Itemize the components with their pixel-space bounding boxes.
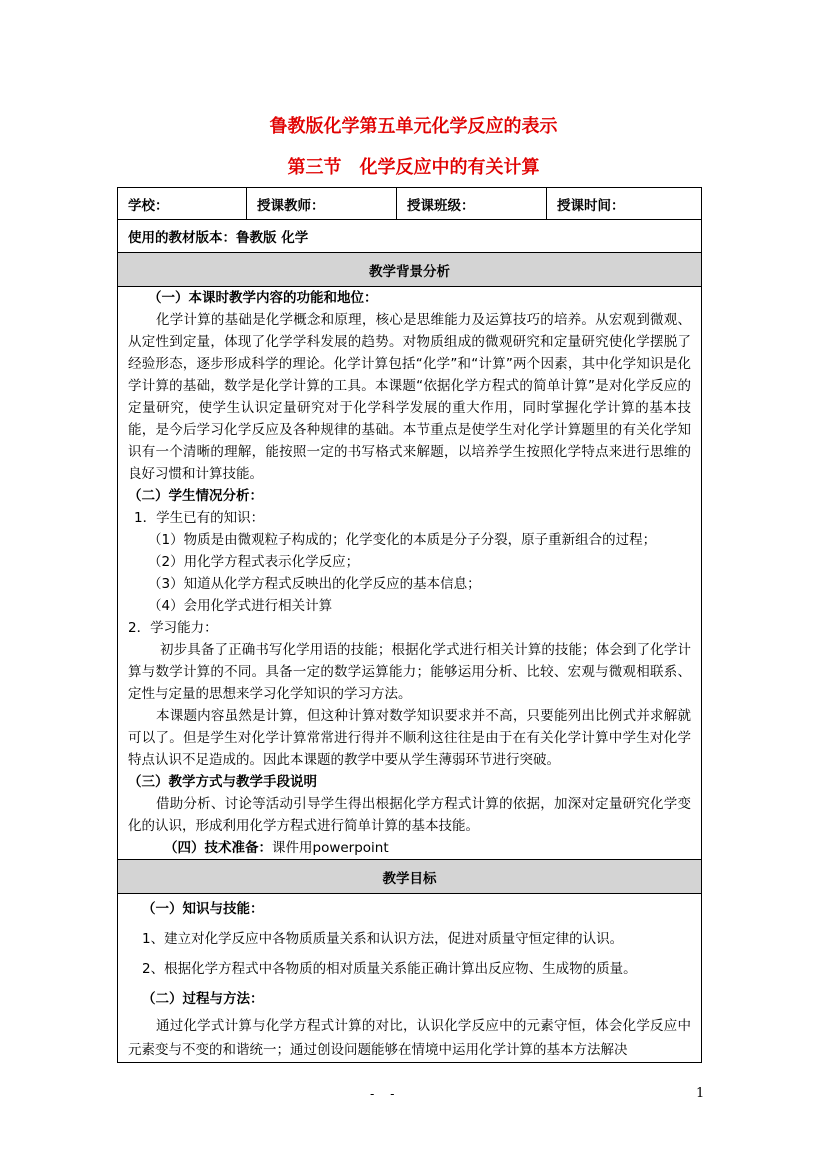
background-section-title: 教学背景分析 (118, 253, 702, 287)
tech-text: 课件用powerpoint (272, 840, 389, 856)
teacher-cell: 授课教师： (247, 188, 397, 220)
textbook-row (118, 220, 702, 253)
subheading: 1．学生已有的知识： (134, 510, 265, 526)
document-title: 鲁教版化学第五单元化学反应的表示 (269, 116, 558, 137)
goals-content-row (118, 894, 702, 1063)
goals-section-title: 教学目标 (118, 860, 702, 894)
paragraph: 通过化学式计算与化学方程式计算的对比，认识化学反应中的元素守恒，体会化学反应中元素变与不变的和谐统一；通过创设问题能够在情境中运用化学计算的基本方法解决 (128, 1018, 691, 1058)
time-cell: 授课时间： (547, 188, 702, 220)
background-content (118, 287, 702, 860)
lesson-plan-table (117, 187, 702, 1063)
textbook-version: 使用的教材版本：鲁教版 化学 (118, 220, 702, 253)
list-item: （2）用化学方程式表示化学反应； (148, 554, 360, 570)
list-item: （4）会用化学式进行相关计算 (148, 598, 333, 614)
goals-header-row (118, 860, 702, 894)
paragraph: 初步具备了正确书写化学用语的技能；根据化学式进行相关计算的技能；体会到了化学计算与数学计算的不同。具备一定的数学运算能力；能够运用分析、比较、宏观与微观相联系、定性与定量的思想来学习化学知识的学习方法。 (128, 642, 691, 702)
tech-line (128, 837, 691, 859)
list-item: （1）物质是由微观粒子构成的；化学变化的本质是分子分裂，原子重新组合的过程； (148, 532, 657, 548)
paragraph: 本课题内容虽然是计算，但这种计算对数学知识要求并不高，只要能列出比例式并求解就可以了。但是学生对化学计算常常进行得并不顺利这往往是由于在有关化学计算中学生对化学特点认识不足造成的。因此本课题的教学中要从学生薄弱环节进行突破。 (128, 708, 691, 768)
background-content-row (118, 287, 702, 860)
list-item: 2、根据化学方程式中各物质的相对质量关系能正确计算出反应物、生成物的质量。 (142, 961, 637, 977)
background-header-row (118, 253, 702, 287)
section-heading: （二）学生情况分析： (128, 488, 263, 504)
page-number: 1 (696, 1086, 705, 1101)
footer-dots: - - (370, 1087, 401, 1101)
section-heading: （三）教学方式与教学手段说明 (128, 774, 317, 790)
list-item: 1、建立对化学反应中各物质质量关系和认识方法，促进对质量守恒定律的认识。 (142, 931, 624, 947)
section-heading: （一）本课时教学内容的功能和地位： (148, 290, 378, 306)
document-subtitle: 第三节 化学反应中的有关计算 (287, 157, 540, 178)
school-cell: 学校： (118, 188, 247, 220)
section-heading: （二）过程与方法： (142, 991, 264, 1007)
paragraph: 借助分析、讨论等活动引导学生得出根据化学方程式计算的依据，加深对定量研究化学变化的认识，形成利用化学方程式进行简单计算的基本技能。 (128, 796, 691, 834)
class-cell: 授课班级： (397, 188, 547, 220)
list-item: （3）知道从化学方程式反映出的化学反应的基本信息； (148, 576, 481, 592)
subheading: 2．学习能力： (128, 620, 218, 636)
section-heading: （一）知识与技能： (142, 901, 264, 917)
section-heading: （四）技术准备： (164, 840, 272, 856)
header-row (118, 188, 702, 220)
goals-content (118, 894, 702, 1063)
paragraph: 化学计算的基础是化学概念和原理，核心是思维能力及运算技巧的培养。从宏观到微观、从定性到定量，体现了化学学科发展的趋势。对物质组成的微观研究和定量研究使化学摆脱了经验形态，逐步形成科学的理论。化学计算包括“化学”和“计算”两个因素，其中化学知识是化学计算的基础，数学是化学计算的工具。本课题“依据化学方程式的简单计算”是对化学反应的定量研究，使学生认识定量研究对于化学科学发展的重大作用，同时掌握化学计算的基本技能，是今后学习化学反应及各种规律的基础。本节重点是使学生对化学计算题里的有关化学知识有一个清晰的理解，能按照一定的书写格式来解题，以培养学生按照化学特点来进行思维的良好习惯和计算技能。 (128, 312, 691, 482)
